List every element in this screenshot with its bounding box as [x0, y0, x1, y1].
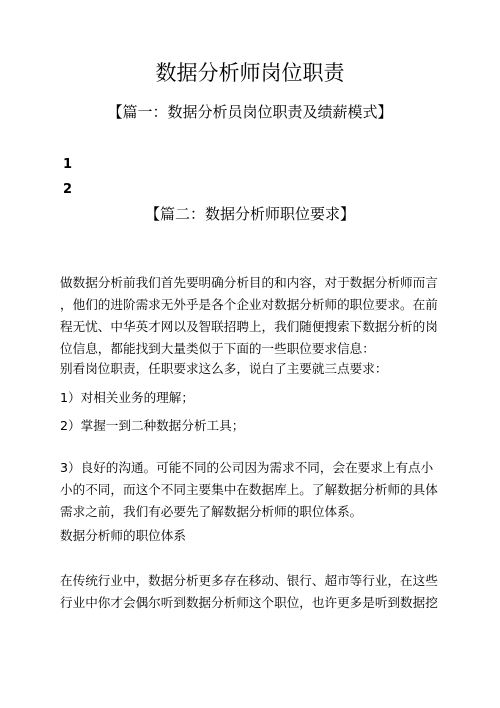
list-number-2: 2: [63, 182, 73, 197]
paragraph-requirements-intro: [60, 358, 444, 380]
page-title: 数据分析师岗位职责: [155, 61, 345, 85]
paragraph-line: 需求之前，我们有必要先了解数据分析师的职位体系。: [60, 504, 363, 519]
requirement-2: [60, 415, 444, 437]
paragraph-line: 3）良好的沟通。可能不同的公司因为需求不同，会在要求上有点小: [60, 460, 434, 475]
requirement-1: [60, 387, 444, 409]
paragraph-line: 小的不同，而这个不同主要集中在数据库上。了解数据分析师的具体: [60, 482, 438, 497]
section-heading-2: 【篇二：数据分析师职位要求】: [144, 205, 355, 223]
paragraph-traditional-industry: [60, 570, 444, 614]
subheading-position-system: [60, 525, 444, 547]
paragraph-line: 程无忧、中华英才网以及智联招聘上，我们随便搜索下数据分析的岗: [60, 319, 438, 334]
paragraph-line: 行业中你才会偶尔听到数据分析师这个职位，也许更多是听到数据挖: [60, 595, 438, 610]
paragraph-line: 数据分析师的职位体系: [60, 528, 186, 543]
paragraph-line: ，他们的进阶需求无外乎是各个企业对数据分析师的职位要求。在前: [60, 297, 438, 312]
section-heading-1: 【篇一：数据分析员岗位职责及绩薪模式】: [107, 103, 393, 121]
paragraph-line: 1）对相关业务的理解；: [60, 390, 194, 405]
paragraph-line: 做数据分析前我们首先要明确分析目的和内容，对于数据分析师而言: [60, 275, 438, 290]
paragraph-line: 位信息，都能找到大量类似于下面的一些职位要求信息：: [60, 341, 375, 356]
paragraph-line: 别看岗位职责，任职要求这么多，说白了主要就三点要求：: [60, 361, 388, 376]
paragraph-communication: [60, 457, 444, 523]
paragraph-line: 在传统行业中，数据分析更多存在移动、银行、超市等行业，在这些: [60, 573, 438, 588]
paragraph-intro: [60, 272, 444, 360]
paragraph-line: 2）掌握一到二种数据分析工具；: [60, 418, 245, 433]
list-number-1: 1: [63, 157, 73, 172]
